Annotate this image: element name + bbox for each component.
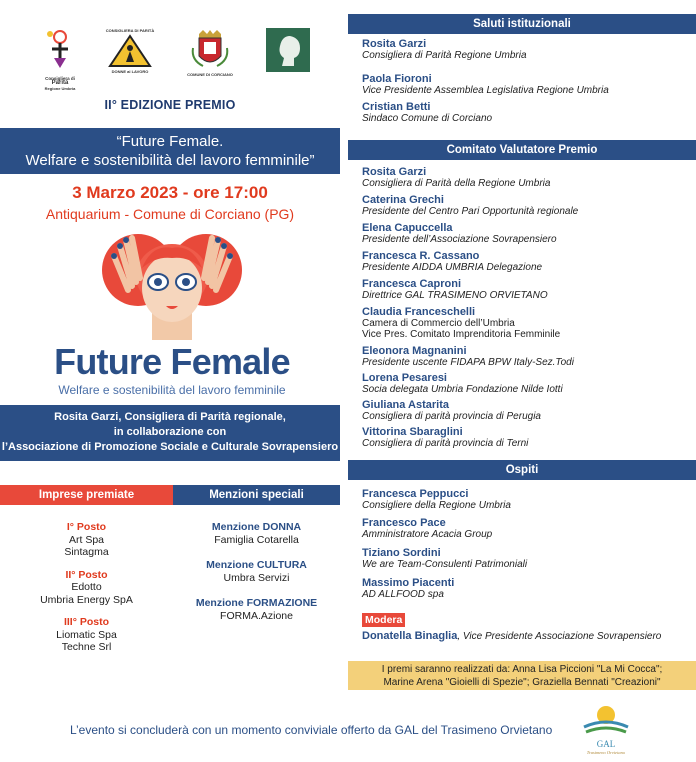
edizione-label: II° EDIZIONE PREMIO [104, 98, 236, 112]
person-name: Francesco Pace [362, 517, 446, 529]
parita-symbol-icon [38, 28, 82, 76]
person-role-2: Vice Pres. Comitato Imprenditoria Femminile [362, 329, 561, 340]
modera-role: , Vice Presidente Associazione Sovrapensiero [457, 631, 662, 642]
person-role: Consigliera di Parità della Regione Umbria [362, 178, 551, 189]
person-role: Camera di Commercio dell’Umbria [362, 318, 515, 329]
person-name: Lorena Pesaresi [362, 372, 447, 384]
warning-sign-icon [105, 33, 155, 69]
person-role: Amministratore Acacia Group [362, 529, 493, 540]
logo-row [30, 28, 320, 93]
mention-group-1 [173, 521, 340, 547]
parita-line1: Consigliera di [45, 76, 75, 81]
person-role: Sindaco Comune di Corciano [362, 113, 493, 124]
saluti-header: Saluti istituzionali [348, 14, 696, 34]
person-name: Caterina Grechi [362, 194, 444, 206]
prize-group-1 [0, 521, 173, 559]
comitato-person [362, 166, 692, 189]
sovrapensiero-icon [266, 28, 310, 72]
comitato-person [362, 426, 692, 449]
mention-group-3 [173, 597, 340, 623]
person-name: Claudia Franceschelli [362, 306, 476, 318]
person-role: We are Team-Consulenti Patrimoniali [362, 559, 528, 570]
gal-logo-name: GAL [596, 739, 616, 749]
prize-item: Techne Srl [61, 641, 112, 653]
comitato-header: Comitato Valutatore Premio [348, 140, 696, 160]
parita-line3: Regione Umbria [44, 86, 76, 91]
event-title-banner [0, 128, 340, 174]
organizers-line2: in collaborazione con [113, 426, 227, 438]
person-role: Presidente del Centro Pari Opportunità regionale [362, 206, 579, 217]
premi-banner [348, 661, 696, 690]
event-title-line1: “Future Female. [116, 133, 224, 150]
person-name: Francesca Caproni [362, 278, 462, 290]
mention-item: Umbra Servizi [223, 572, 290, 584]
prize-item: Liomatic Spa [56, 628, 117, 641]
brand-title: Future Female [54, 341, 290, 382]
person-name: Giuliana Astarita [362, 399, 450, 411]
saluti-person [362, 101, 692, 124]
prize-item: Art Spa [68, 533, 105, 546]
saluti-person [362, 38, 692, 61]
comitato-person [362, 194, 692, 217]
person-name: Vittorina Sbaraglini [362, 426, 463, 438]
event-place: Antiquarium - Comune di Corciano (PG) [45, 206, 295, 222]
gal-logo-icon [576, 697, 636, 757]
ospiti-person [362, 517, 692, 540]
person-name: Francesca R. Cassano [362, 250, 480, 262]
person-name: Massimo Piacenti [362, 577, 455, 589]
menzioni-list [173, 521, 340, 635]
modera-name: Donatella Binaglia [362, 630, 458, 642]
coat-of-arms-icon [185, 28, 235, 72]
mention-group-2 [173, 559, 340, 585]
comitato-person [362, 222, 692, 245]
premi-line2: Marine Arena "Gioielli di Spezie"; Graziella Bennati "Creazioni" [383, 677, 661, 688]
prize-group-3 [0, 616, 173, 654]
organizers-line1: Rosita Garzi, Consigliera di Parità regionale, [54, 411, 286, 423]
person-role: Consigliera di Parità Regione Umbria [362, 50, 527, 61]
person-role: AD ALLFOOD spa [362, 589, 444, 600]
ospiti-header: Ospiti [348, 460, 696, 480]
future-female-face-illustration [92, 228, 252, 340]
donne-lavoro-logo [105, 28, 155, 74]
person-name: Rosita Garzi [362, 38, 427, 50]
sovrapensiero-logo [266, 28, 310, 72]
person-role: Consigliere della Regione Umbria [362, 500, 511, 511]
comitato-person [362, 345, 692, 368]
modera-person [362, 630, 692, 642]
event-datetime: 3 Marzo 2023 - ore 17:00 [72, 183, 268, 202]
menzioni-header: Menzioni speciali [173, 485, 340, 505]
prize-group-2 [0, 569, 173, 607]
comitato-person [362, 399, 692, 422]
prize-item: Sintagma [64, 546, 109, 558]
parita-line2: Parità [51, 80, 69, 86]
comune-caption: COMUNE DI CORCIANO [187, 72, 233, 77]
prize-item: Edotto [71, 581, 102, 593]
person-name: Rosita Garzi [362, 166, 427, 178]
comitato-person [362, 250, 692, 273]
event-title-line2: Welfare e sostenibilità del lavoro femminile” [25, 152, 315, 169]
organizers-banner [0, 405, 340, 461]
person-name: Tiziano Sordini [362, 547, 441, 559]
person-role: Presidente uscente FIDAPA BPW Italy-Sez.Todi [362, 357, 574, 368]
ospiti-person [362, 547, 692, 570]
prize-rank: II° Posto [65, 568, 108, 581]
prize-rank: I° Posto [66, 521, 107, 533]
mention-category: Menzione DONNA [211, 521, 302, 533]
saluti-person [362, 73, 692, 96]
prize-item: Umbria Energy SpA [40, 593, 133, 606]
modera-badge: Modera [362, 613, 405, 627]
person-role: Presidente AIDDA UMBRIA Delegazione [362, 262, 543, 273]
mention-item: FORMA.Azione [220, 610, 293, 622]
comitato-person [362, 278, 692, 301]
person-role: Socia delegata Umbria Fondazione Nilde Iotti [362, 384, 563, 395]
mention-category: Menzione FORMAZIONE [195, 597, 318, 609]
person-role: Consigliera di parità provincia di Perugia [362, 411, 541, 422]
premi-line1: I premi saranno realizzati da: Anna Lisa Piccioni "La Mi Cocca"; [381, 664, 663, 675]
person-name: Francesca Peppucci [362, 488, 469, 500]
organizers-line3: l’Associazione di Promozione Sociale e Culturale Sovrapensiero [1, 441, 339, 453]
ospiti-person [362, 577, 692, 600]
comune-corciano-logo [185, 28, 235, 77]
donne-line2: DONNE al LAVORO [111, 69, 149, 74]
person-name: Cristian Betti [362, 101, 431, 113]
donne-line1: CONSIGLIERA DI PARITÀ [105, 28, 155, 33]
person-role: Vice Presidente Assemblea Legislativa Regione Umbria [362, 85, 609, 96]
gal-logo-sub: Trasimeno Orvietano [586, 750, 626, 755]
comitato-person [362, 372, 692, 395]
person-name: Paola Fioroni [362, 73, 432, 85]
imprese-list [0, 521, 173, 664]
ospiti-person [362, 488, 692, 511]
footer-text: L’evento si concluderà con un momento conviviale offerto da GAL del Trasimeno Orvietano [70, 723, 553, 737]
mention-item: Famiglia Cotarella [214, 534, 299, 546]
person-name: Elena Capuccella [362, 222, 453, 234]
prize-rank: III° Posto [63, 616, 110, 628]
imprese-header: Imprese premiate [0, 485, 173, 505]
mention-category: Menzione CULTURA [206, 559, 307, 571]
person-role: Direttrice GAL TRASIMENO ORVIETANO [362, 290, 548, 301]
parita-logo [38, 28, 82, 91]
person-name: Eleonora Magnanini [362, 345, 467, 357]
person-role: Presidente dell’Associazione Sovrapensiero [362, 234, 557, 245]
person-role: Consigliera di parità provincia di Terni [362, 438, 529, 449]
brand-subtitle: Welfare e sostenibilità del lavoro femminile [58, 383, 286, 397]
comitato-person [362, 306, 692, 340]
